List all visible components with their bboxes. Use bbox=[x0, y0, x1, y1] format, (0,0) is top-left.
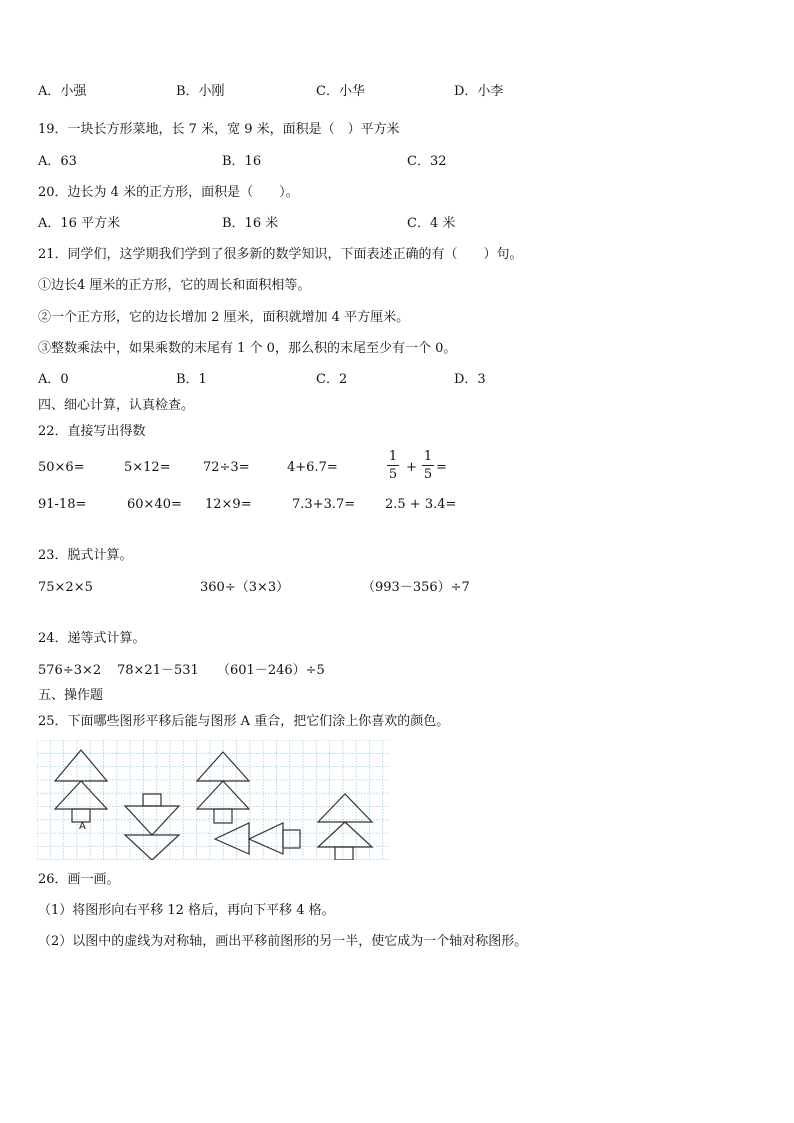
tree-a-top-triangle bbox=[55, 750, 107, 781]
inverted-tree-lower-triangle bbox=[125, 835, 179, 860]
tree-right-trunk bbox=[335, 847, 353, 860]
q22-item-4: 4+6.7= bbox=[287, 460, 338, 475]
q26-part-1: （1）将图形向右平移 12 格后，再向下平移 4 格。 bbox=[38, 903, 335, 918]
q23-item-3: （993－356）÷7 bbox=[362, 580, 470, 595]
q22-item-5: 91-18= bbox=[38, 497, 87, 512]
q24-item-1: 576÷3×2 bbox=[38, 663, 102, 678]
q20-option-a: A．16 平方米 bbox=[38, 216, 121, 231]
q21-option-d: D．3 bbox=[454, 372, 486, 387]
q22-item-9: 2.5 + 3.4= bbox=[385, 497, 457, 512]
q22-item-2: 5×12= bbox=[124, 460, 171, 475]
q24-item-3: （601－246）÷5 bbox=[217, 663, 325, 678]
sideways-tree-left-triangle bbox=[215, 823, 249, 854]
figure-a-label: A bbox=[79, 821, 86, 832]
q19-option-b: B．16 bbox=[222, 154, 262, 169]
q22-fraction-1-denominator: 5 bbox=[388, 467, 398, 482]
q20-option-c: C．4 米 bbox=[407, 216, 456, 231]
q21-option-c: C．2 bbox=[316, 372, 348, 387]
q21-stem: 21．同学们，这学期我们学到了很多新的数学知识，下面表述正确的有（ ）句。 bbox=[38, 247, 523, 262]
inverted-tree-trunk bbox=[143, 794, 161, 806]
tree-a-middle-triangle bbox=[55, 781, 107, 809]
q25-grid-figure bbox=[37, 740, 389, 860]
q22-item-6: 60×40= bbox=[127, 497, 182, 512]
q22-fraction-2 bbox=[422, 449, 434, 482]
fraction-bar bbox=[387, 465, 399, 466]
q26-part-2: （2）以图中的虚线为对称轴，画出平移前图形的另一半，使它成为一个轴对称图形。 bbox=[38, 934, 528, 949]
q18-option-c: C．小华 bbox=[316, 84, 365, 99]
q20-option-b: B．16 米 bbox=[222, 216, 279, 231]
q22-fraction-2-denominator: 5 bbox=[423, 467, 433, 482]
q22-item-8: 7.3+3.7= bbox=[292, 497, 356, 512]
sideways-tree-right-triangle bbox=[249, 823, 283, 854]
inverted-tree-upper-triangle bbox=[125, 806, 179, 835]
q22-item-7: 12×9= bbox=[205, 497, 252, 512]
q26-stem: 26．画一画。 bbox=[38, 872, 120, 887]
q18-option-b: B．小刚 bbox=[176, 84, 225, 99]
q22-fraction-1-numerator: 1 bbox=[388, 449, 398, 464]
q21-option-b: B．1 bbox=[176, 372, 207, 387]
tree-right-top-triangle bbox=[318, 794, 372, 822]
q19-stem: 19．一块长方形菜地，长 7 米，宽 9 米，面积是（ ）平方米 bbox=[38, 122, 400, 137]
q24-stem: 24．递等式计算。 bbox=[38, 631, 146, 646]
q22-fraction-1 bbox=[387, 449, 399, 482]
q18-option-a: A．小强 bbox=[38, 84, 87, 99]
q22-stem: 22．直接写出得数 bbox=[38, 424, 146, 439]
q21-statement-1: ①边长4 厘米的正方形，它的周长和面积相等。 bbox=[38, 278, 311, 293]
q24-item-2: 78×21－531 bbox=[117, 663, 199, 678]
q21-option-a: A．0 bbox=[38, 372, 69, 387]
q22-fraction-2-numerator: 1 bbox=[423, 449, 433, 464]
q21-statement-2: ②一个正方形，它的边长增加 2 厘米，面积就增加 4 平方厘米。 bbox=[38, 310, 410, 325]
q18-option-d: D．小李 bbox=[454, 84, 504, 99]
q22-item-1: 50×6= bbox=[38, 460, 85, 475]
q22-fraction-plus: + bbox=[406, 460, 417, 475]
sideways-tree-trunk bbox=[283, 830, 300, 848]
q23-item-1: 75×2×5 bbox=[38, 580, 93, 595]
q23-stem: 23．脱式计算。 bbox=[38, 548, 133, 563]
q23-item-2: 360÷（3×3） bbox=[200, 580, 290, 595]
q22-fraction-equals: = bbox=[436, 460, 447, 475]
q19-option-c: C．32 bbox=[407, 154, 447, 169]
dotted-grid bbox=[37, 740, 389, 860]
fraction-bar bbox=[422, 465, 434, 466]
q20-stem: 20．边长为 4 米的正方形，面积是（ ）。 bbox=[38, 185, 299, 200]
q25-stem: 25．下面哪些图形平移后能与图形 A 重合，把它们涂上你喜欢的颜色。 bbox=[38, 714, 450, 729]
section-4-title: 四、细心计算，认真检查。 bbox=[38, 398, 195, 413]
shapes bbox=[55, 750, 372, 860]
q21-statement-3: ③整数乘法中，如果乘数的末尾有 1 个 0，那么积的末尾至少有一个 0。 bbox=[38, 341, 457, 356]
q19-option-a: A．63 bbox=[38, 154, 77, 169]
q22-item-3: 72÷3= bbox=[203, 460, 250, 475]
section-5-title: 五、操作题 bbox=[38, 688, 104, 703]
tree-right-middle-triangle bbox=[318, 822, 372, 847]
